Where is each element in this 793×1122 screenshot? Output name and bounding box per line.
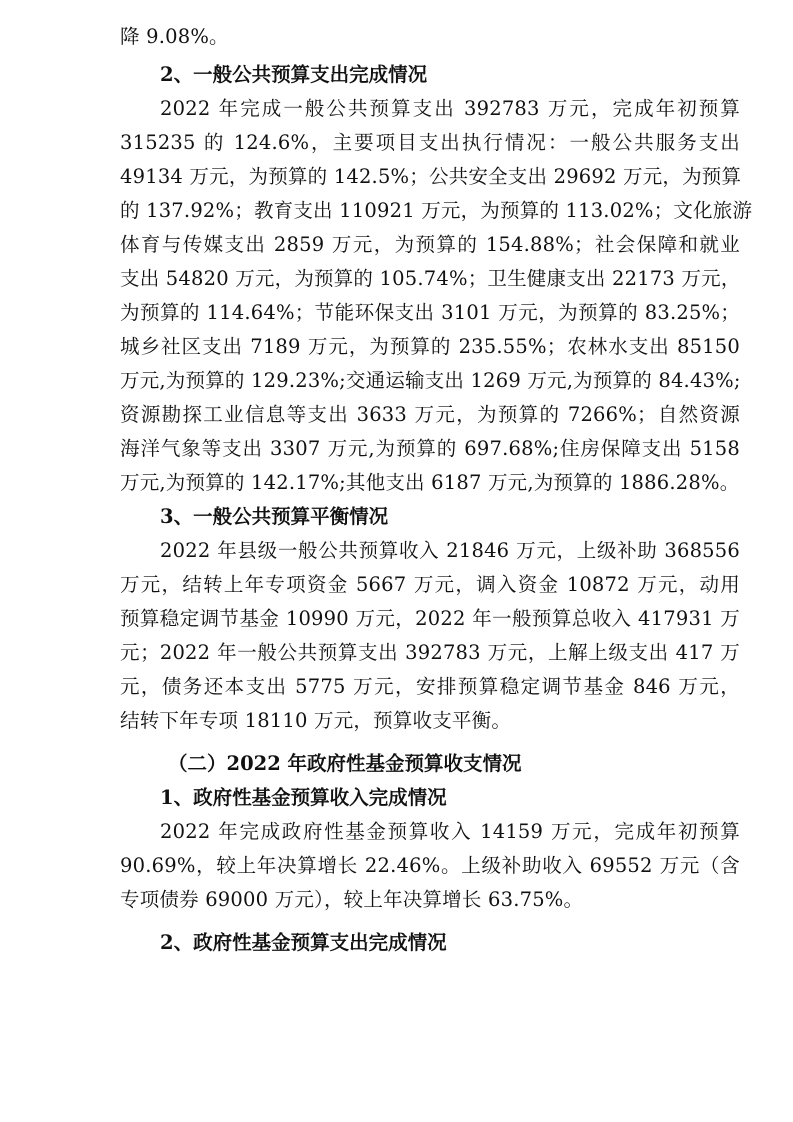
heading-balance: 3、一般公共预算平衡情况 — [160, 505, 389, 528]
text-line: 2022 年完成一般公共预算支出 392783 万元，完成年初预算 — [160, 97, 740, 120]
text-line: 2022 年完成政府性基金预算收入 14159 万元，完成年初预算 — [160, 820, 740, 843]
document-page — [120, 20, 753, 960]
text-line: 315235 的 124.6%，主要项目支出执行情况：一般公共服务支出 — [120, 131, 740, 154]
heading-expenditure: 2、一般公共预算支出完成情况 — [160, 63, 428, 86]
text-line: 城乡社区支出 7189 万元，为预算的 235.55%；农林水支出 85150 — [120, 335, 740, 358]
text-line: 支出 54820 万元，为预算的 105.74%；卫生健康支出 22173 万元， — [120, 267, 741, 290]
text-line: 元，债务还本支出 5775 万元，安排预算稳定调节基金 846 万元， — [120, 675, 740, 698]
text-line: 万元,为预算的 142.17%;其他支出 6187 万元,为预算的 1886.28%。 — [120, 471, 740, 494]
heading-fund-budget: （二）2022 年政府性基金预算收支情况 — [168, 752, 522, 775]
heading-fund-expenditure: 2、政府性基金预算支出完成情况 — [160, 931, 447, 954]
text-line: 元；2022 年一般公共预算支出 392783 万元，上解上级支出 417 万 — [120, 641, 740, 664]
text-line: 2022 年县级一般公共预算收入 21846 万元，上级补助 368556 — [160, 539, 740, 562]
text-line: 万元,为预算的 129.23%;交通运输支出 1269 万元,为预算的 84.43%; — [120, 369, 741, 392]
text-line: 专项债券 69000 万元），较上年决算增长 63.75%。 — [120, 888, 584, 911]
text-line: 90.69%，较上年决算增长 22.46%。上级补助收入 69552 万元（含 — [120, 854, 740, 877]
text-line: 49134 万元，为预算的 142.5%；公共安全支出 29692 万元，为预算 — [120, 165, 742, 188]
text-line: 万元，结转上年专项资金 5667 万元，调入资金 10872 万元，动用 — [120, 573, 740, 596]
text-line: 结转下年专项 18110 万元，预算收支平衡。 — [120, 709, 512, 732]
text-line: 预算稳定调节基金 10990 万元，2022 年一般预算总收入 417931 万 — [120, 607, 740, 630]
paragraph-expenditure — [120, 92, 753, 500]
text-line: 体育与传媒支出 2859 万元，为预算的 154.88%；社会保障和就业 — [120, 233, 740, 256]
text-line: 的 137.92%；教育支出 110921 万元，为预算的 113.02%；文化旅游 — [120, 199, 753, 222]
text-line: 海洋气象等支出 3307 万元,为预算的 697.68%;住房保障支出 5158 — [120, 437, 740, 460]
paragraph-balance — [120, 534, 740, 738]
text-line: 为预算的 114.64%；节能环保支出 3101 万元，为预算的 83.25%； — [120, 301, 740, 324]
text-line: 资源勘探工业信息等支出 3633 万元，为预算的 7266%；自然资源 — [120, 403, 740, 426]
heading-fund-revenue: 1、政府性基金预算收入完成情况 — [160, 786, 447, 809]
paragraph-tail: 降 9.08%。 — [120, 25, 229, 48]
paragraph-fund-revenue — [120, 815, 740, 917]
